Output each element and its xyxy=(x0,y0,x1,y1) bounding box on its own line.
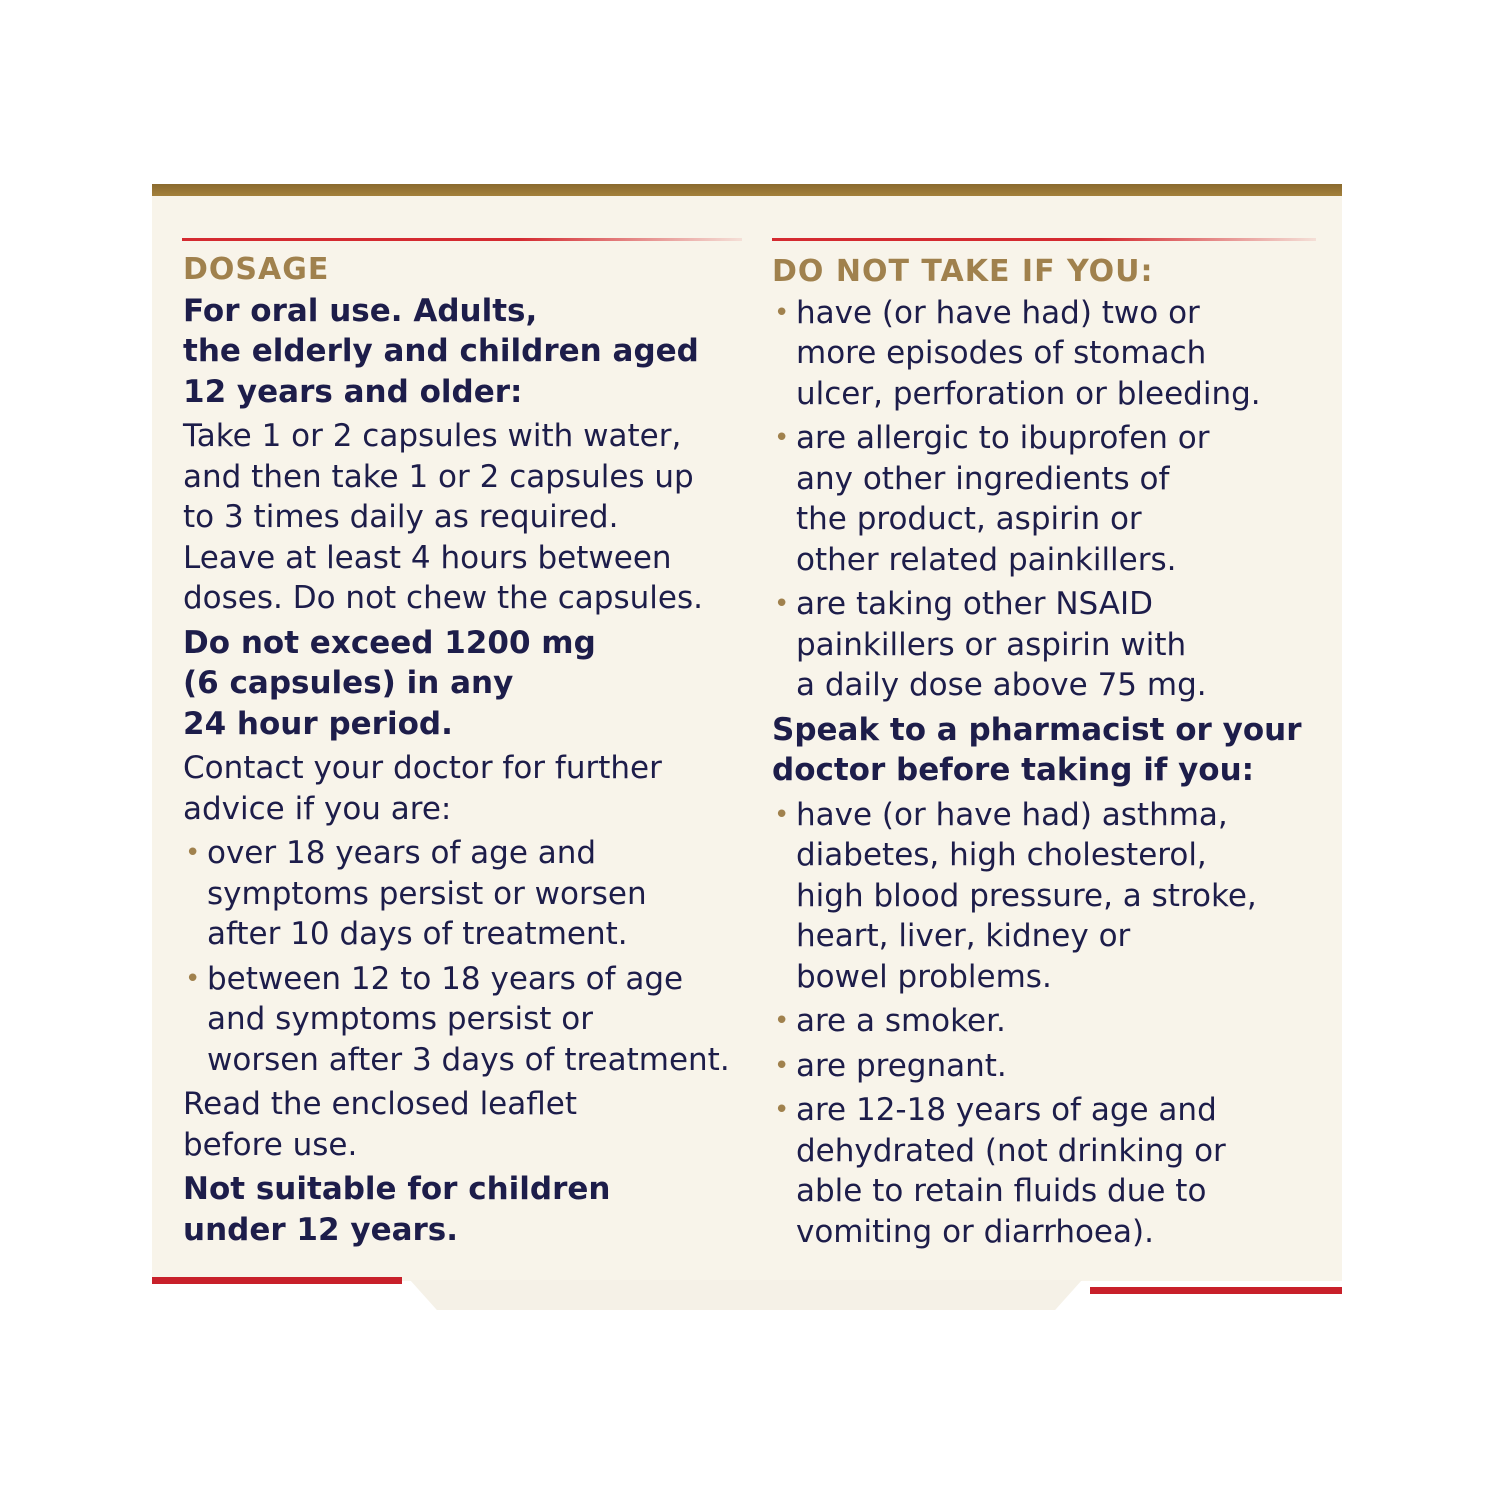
rule-right xyxy=(772,238,1316,241)
do-not-take-heading: DO NOT TAKE IF YOU: xyxy=(772,254,1154,289)
intro-line: 12 years and older: xyxy=(183,373,523,410)
list-line: bowel problems. xyxy=(796,958,1052,995)
speak-to-pharmacist xyxy=(772,710,1332,791)
not-suitable-text xyxy=(183,1169,753,1250)
dosage-warning xyxy=(183,623,753,745)
list-line: painkillers or aspirin with xyxy=(796,626,1187,663)
warning-line: Do not exceed 1200 mg xyxy=(183,624,596,661)
instruction-line: Take 1 or 2 capsules with water, xyxy=(183,418,682,454)
list-line: other related painkillers. xyxy=(796,541,1177,578)
bullet-icon: • xyxy=(185,963,201,994)
leaflet-line: before use. xyxy=(183,1126,358,1163)
speak-line: doctor before taking if you: xyxy=(772,752,1255,788)
leaflet-line: Read the enclosed leaflet xyxy=(183,1086,578,1122)
instruction-line: doses. Do not chew the capsules. xyxy=(183,580,703,616)
warning-line: 24 hour period. xyxy=(183,705,453,742)
list-item xyxy=(772,795,1332,998)
bullet-icon: • xyxy=(774,297,790,328)
list-item xyxy=(772,1001,1332,1042)
list-item xyxy=(772,418,1332,580)
list-line: over 18 years of age and xyxy=(207,835,597,871)
bullet-icon: • xyxy=(774,589,790,619)
bullet-icon: • xyxy=(774,1050,790,1081)
dosage-instructions xyxy=(183,416,753,619)
box-top-edge xyxy=(152,184,1342,198)
list-line: are allergic to ibuprofen or xyxy=(796,420,1210,456)
list-line: diabetes, high cholesterol, xyxy=(796,837,1207,873)
bullet-icon: • xyxy=(774,1006,790,1036)
intro-line: the elderly and children aged xyxy=(183,333,699,369)
not-suitable-line: under 12 years. xyxy=(183,1211,459,1248)
bullet-icon: • xyxy=(774,799,790,830)
instruction-line: and then take 1 or 2 capsules up xyxy=(183,458,694,495)
list-line: able to retain fluids due to xyxy=(796,1173,1207,1209)
list-line: have (or have had) two or xyxy=(796,294,1200,331)
red-edge-left xyxy=(152,1277,402,1284)
instruction-line: to 3 times daily as required. xyxy=(183,499,619,535)
leaflet-text xyxy=(183,1084,753,1165)
list-item xyxy=(183,833,753,955)
list-line: vomiting or diarrhoea). xyxy=(796,1213,1154,1250)
list-line: high blood pressure, a stroke, xyxy=(796,877,1257,914)
contact-line: advice if you are: xyxy=(183,790,452,827)
list-line: heart, liver, kidney or xyxy=(796,918,1131,954)
list-line: between 12 to 18 years of age xyxy=(207,960,684,997)
dosage-heading: DOSAGE xyxy=(183,252,330,287)
list-line: worsen after 3 days of treatment. xyxy=(207,1041,730,1078)
contact-line: Contact your doctor for further xyxy=(183,750,662,786)
do-not-take-column xyxy=(772,252,1332,1256)
not-suitable-line: Not suitable for children xyxy=(183,1171,611,1207)
list-line: any other ingredients of xyxy=(796,460,1170,497)
list-line: the product, aspirin or xyxy=(796,501,1142,537)
list-line: a daily dose above 75 mg. xyxy=(796,667,1207,703)
list-line: after 10 days of treatment. xyxy=(207,916,628,952)
list-line: are taking other NSAID xyxy=(796,586,1153,622)
list-line: are 12-18 years of age and xyxy=(796,1092,1217,1128)
list-item xyxy=(772,584,1332,706)
list-line: dehydrated (not drinking or xyxy=(796,1132,1226,1169)
bullet-icon: • xyxy=(774,423,790,453)
list-item xyxy=(772,1046,1332,1087)
list-item xyxy=(772,293,1332,415)
list-line: symptoms persist or worsen xyxy=(207,875,647,912)
list-item xyxy=(183,959,753,1081)
list-line: more episodes of stomach xyxy=(796,335,1207,371)
list-item xyxy=(772,1090,1332,1252)
list-line: and symptoms persist or xyxy=(207,1001,594,1037)
list-line: ulcer, perforation or bleeding. xyxy=(796,375,1261,412)
warning-line: (6 capsules) in any xyxy=(183,665,514,701)
list-line: have (or have had) asthma, xyxy=(796,796,1228,833)
intro-line: For oral use. Adults, xyxy=(183,292,538,329)
bullet-icon: • xyxy=(185,838,201,868)
rule-left xyxy=(182,238,742,241)
list-line: are a smoker. xyxy=(796,1003,1006,1039)
contact-text xyxy=(183,748,753,829)
box-bottom-flap xyxy=(410,1280,1082,1310)
instruction-line: Leave at least 4 hours between xyxy=(183,539,672,576)
dosage-column xyxy=(183,250,753,1254)
speak-line: Speak to a pharmacist or your xyxy=(772,711,1302,748)
list-line: are pregnant. xyxy=(796,1047,1007,1084)
bullet-icon: • xyxy=(774,1095,790,1125)
red-edge-right xyxy=(1090,1287,1342,1294)
dosage-intro xyxy=(183,291,753,413)
